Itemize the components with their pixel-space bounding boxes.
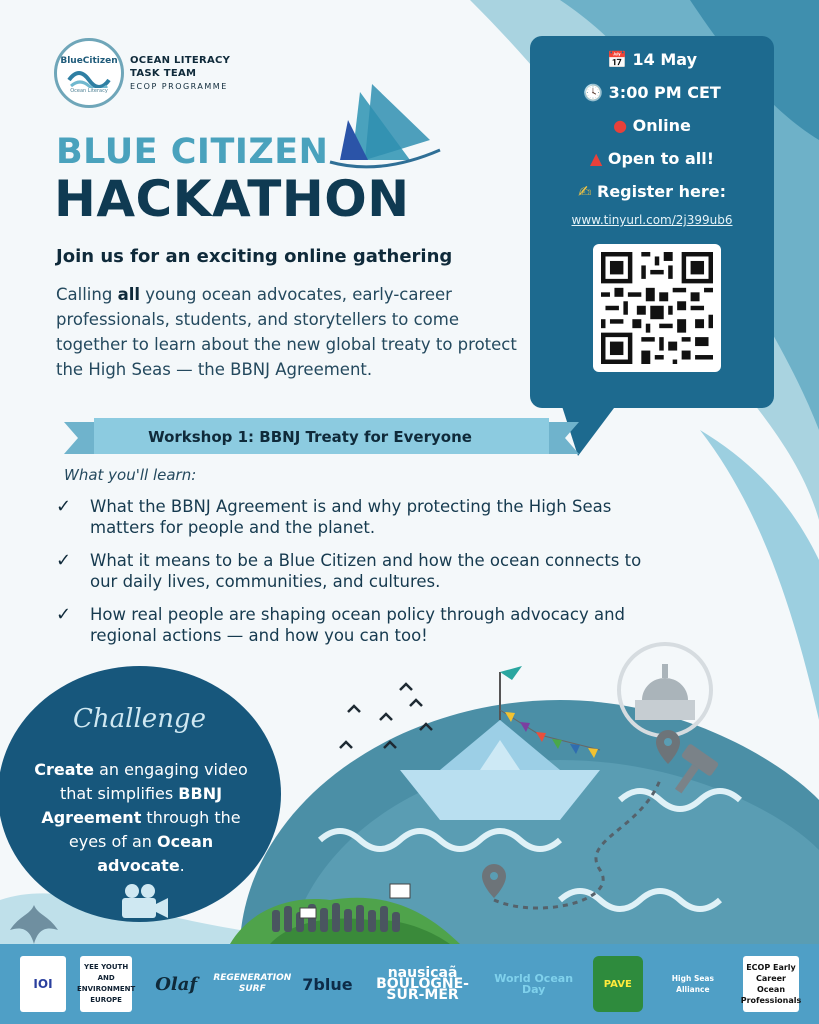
event-location: Online xyxy=(632,116,691,135)
logo-circle-text: BlueCitizen xyxy=(60,56,118,66)
intro-after: young ocean advocates, early-career professionals, students, and storytellers to come together to learn about the new global treaty to protect the High Seas — the BBNJ Agreement. xyxy=(56,285,517,379)
title-line-1: BLUE CITIZEN xyxy=(56,132,329,172)
partner-logo-ioi: IOI xyxy=(20,956,66,1012)
list-item xyxy=(56,496,656,538)
pin-icon: ● xyxy=(613,116,628,135)
workshop-title: Workshop 1: BBNJ Treaty for Everyone xyxy=(148,428,472,446)
event-date-row xyxy=(530,46,774,73)
title-line-2: HACKATHON xyxy=(54,170,410,228)
checkmark-icon: ✓ xyxy=(56,604,72,625)
event-date: 14 May xyxy=(632,50,697,69)
video-camera-icon xyxy=(118,882,170,920)
logo-circle-sub: Ocean Literacy xyxy=(70,88,108,94)
challenge-period: . xyxy=(179,856,185,875)
logo-line-1: OCEAN LITERACY xyxy=(130,55,231,66)
partner-logo-olaf: Olaf xyxy=(155,973,198,995)
event-access-row xyxy=(530,145,774,172)
qr-code[interactable] xyxy=(593,244,721,372)
learn-item-text: What the BBNJ Agreement is and why protecting the High Seas matters for people and the planet. xyxy=(90,497,612,537)
learn-list xyxy=(56,496,656,658)
challenge-text-2: through the eyes of an xyxy=(68,808,241,851)
challenge-body xyxy=(26,758,256,878)
event-access: Open to all! xyxy=(607,149,715,168)
intro-paragraph xyxy=(56,282,526,382)
partner-logo-pave: PAVE xyxy=(593,956,643,1012)
logo-line-2: TASK TEAM xyxy=(130,68,197,79)
partner-logos-strip xyxy=(0,944,819,1024)
intro-before: Calling xyxy=(56,285,118,304)
partner-logo-high-seas-alliance: High Seas Alliance xyxy=(671,974,714,994)
learn-item-text: What it means to be a Blue Citizen and how the ocean connects to our daily lives, communities, and cultures. xyxy=(90,551,642,591)
event-time-row xyxy=(530,79,774,106)
calendar-icon: 📅 xyxy=(607,50,627,69)
qr-code-icon xyxy=(601,252,713,364)
event-time: 3:00 PM CET xyxy=(608,83,721,102)
challenge-text-1: an engaging video that simplifies xyxy=(59,760,248,803)
challenge-bbnj: BBNJ Agreement xyxy=(41,784,223,827)
logo-text xyxy=(130,54,230,93)
challenge-advocate: Ocean advocate xyxy=(97,832,214,875)
challenge-title: Challenge xyxy=(73,704,206,734)
partner-logo-regeneration-surf: REGENERATION SURF xyxy=(213,973,292,994)
challenge-create: Create xyxy=(34,760,95,779)
checkmark-icon: ✓ xyxy=(56,550,72,571)
writing-hand-icon: ✍ xyxy=(578,182,592,201)
learn-heading: What you'll learn: xyxy=(64,466,197,484)
blue-citizen-logo xyxy=(54,38,124,108)
partner-logo-7blue: 7blue xyxy=(302,974,353,994)
checkmark-icon: ✓ xyxy=(56,496,72,517)
list-item xyxy=(56,604,656,646)
event-register: Register here: xyxy=(597,182,726,201)
learn-item-text: How real people are shaping ocean policy through advocacy and regional actions — and how you can too! xyxy=(90,605,626,645)
logo-line-3: ECOP PROGRAMME xyxy=(130,82,228,91)
clock-icon: 🕓 xyxy=(583,83,604,102)
partner-logo-ecop: ECOP Early Career Ocean Professionals xyxy=(743,956,799,1012)
partner-logo-nausicaa: nausicaã BOULOGNE-SUR-MER xyxy=(376,964,469,1003)
partner-logo-world-ocean-day: World Ocean Day xyxy=(494,972,574,996)
event-register-row xyxy=(530,178,774,205)
wave-icon xyxy=(67,66,111,88)
partner-logo-yee: YEE YOUTH AND ENVIRONMENT EUROPE xyxy=(80,956,132,1012)
pushpin-icon: ▲ xyxy=(589,149,603,168)
list-item xyxy=(56,550,656,592)
register-link[interactable]: www.tinyurl.com/2j399ub6 xyxy=(571,213,733,227)
event-location-row xyxy=(530,112,774,139)
subtitle: Join us for an exciting online gathering xyxy=(56,246,453,267)
intro-bold: all xyxy=(117,285,141,304)
